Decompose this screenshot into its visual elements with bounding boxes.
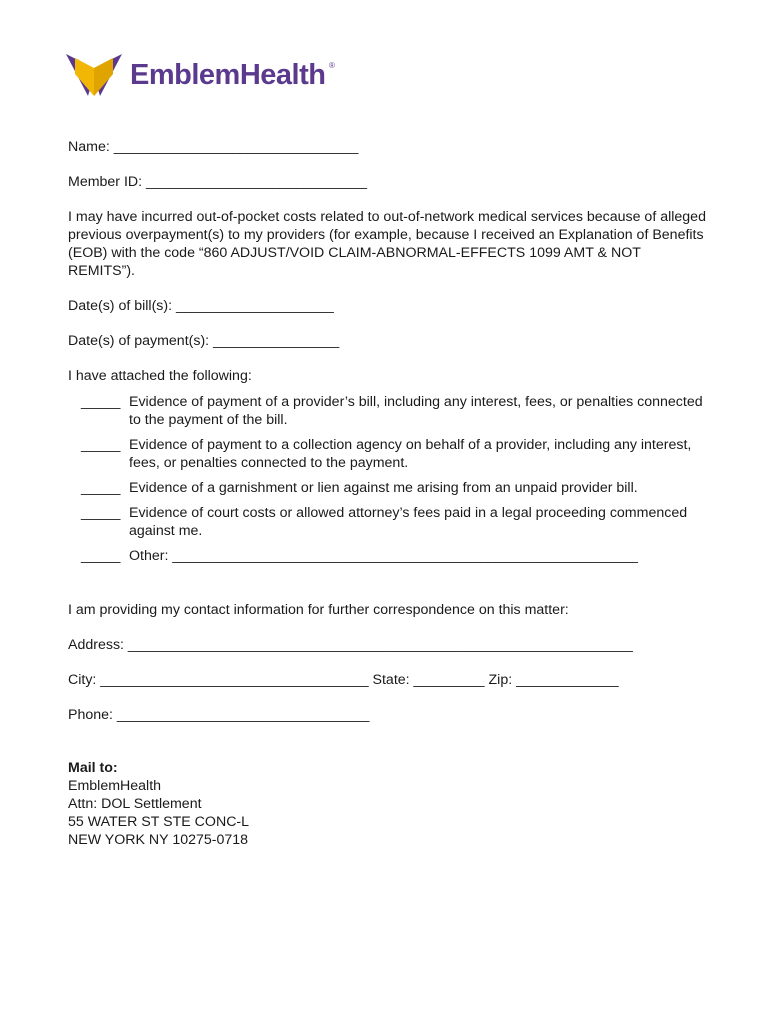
attachment-item [81, 504, 708, 540]
brand-wordmark: EmblemHealth ® [130, 58, 335, 91]
emblemhealth-logo [66, 52, 335, 96]
intro-paragraph: I may have incurred out-of-pocket costs related to out-of-network medical services because of alleged previous overpayment(s) to my providers (for example, because I received an Explanation of Benefits (EOB) with the code “860 ADJUST/VOID CLAIM-ABNORMAL-EFFECTS 1099 AMT & NOT REMITS”). [68, 209, 706, 279]
mail-address-line: 55 WATER ST STE CONC-L [68, 814, 250, 830]
mail-address-line: Attn: DOL Settlement [68, 796, 202, 812]
form-body [68, 138, 708, 849]
checkbox-blank: _____ [81, 394, 121, 410]
attachment-text: Evidence of court costs or allowed attorney’s fees paid in a legal proceeding commenced against me. [129, 505, 688, 539]
member-id-field-line: Member ID: ____________________________ [68, 174, 367, 190]
city-state-zip-field-line: City: __________________________________ State: _________ Zip: _____________ [68, 672, 619, 688]
mail-address-line: EmblemHealth [68, 778, 162, 794]
payment-dates-field-line: Date(s) of payment(s): ________________ [68, 333, 340, 349]
mail-address-line: NEW YORK NY 10275-0718 [68, 832, 249, 848]
bill-dates-field-line: Date(s) of bill(s): ____________________ [68, 298, 334, 314]
contact-intro: I am providing my contact information for further correspondence on this matter: [68, 602, 569, 618]
checkbox-blank: _____ [81, 548, 121, 564]
attachment-item [81, 479, 708, 497]
mail-to-heading: Mail to: [68, 760, 118, 776]
attachment-text: Other: ___________________________________________________________ [129, 548, 638, 564]
phone-field-line: Phone: ________________________________ [68, 707, 370, 723]
name-field-line: Name: _______________________________ [68, 139, 359, 155]
registered-mark: ® [329, 60, 335, 70]
checkbox-blank: _____ [81, 437, 121, 453]
attachment-text: Evidence of payment to a collection agency on behalf of a provider, including any interest, fees, or penalties connected to the payment. [129, 437, 692, 471]
address-field-line: Address: ________________________________________________________________ [68, 637, 633, 653]
attachment-text: Evidence of payment of a provider’s bill, including any interest, fees, or penalties connected to the payment of the bill. [129, 394, 703, 428]
attachment-item [81, 436, 708, 472]
attached-heading: I have attached the following: [68, 368, 252, 384]
emblem-shield-icon [66, 52, 122, 96]
checkbox-blank: _____ [81, 505, 121, 521]
checkbox-blank: _____ [81, 480, 121, 496]
attachment-text: Evidence of a garnishment or lien against me arising from an unpaid provider bill. [129, 480, 638, 496]
attachment-item [81, 547, 708, 565]
attachment-item [81, 393, 708, 429]
